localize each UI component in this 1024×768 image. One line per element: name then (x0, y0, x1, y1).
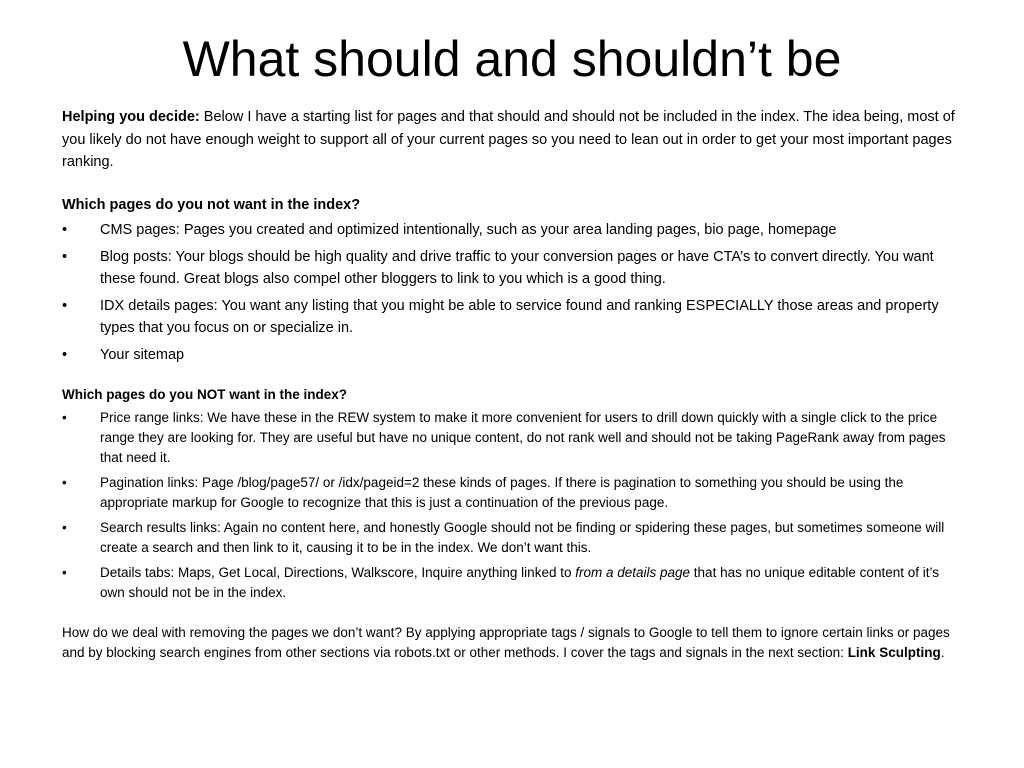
bullet-icon: • (62, 565, 67, 580)
list-item (62, 518, 962, 558)
bullet-icon: • (62, 297, 68, 314)
list-item-text: Price range links: We have these in the REW system to make it more convenient for users to drill down quickly with a single click to the price range they are looking for. They are useful but have no unique content, do not rank well and should not be taking PageRank away from pages that need it. (100, 410, 946, 465)
details-item-after: that has no unique editable content of it’s own should not be in the index. (100, 565, 939, 600)
list-item (62, 408, 962, 468)
bullet-icon: • (62, 222, 68, 238)
want-list (62, 219, 962, 366)
conclusion-text: How do we deal with removing the pages we don’t want? By applying appropriate tags / signals to Google to tell them to ignore certain links or pages and by blocking search engines from other sections via robots.txt or other methods. I cover the tags and signals in the next section: (62, 625, 950, 660)
not-want-heading: Which pages do you NOT want in the index? (62, 387, 348, 402)
list-item (62, 246, 962, 291)
list-item-text: CMS pages: Pages you created and optimized intentionally, such as your area landing pages, bio page, homepage (100, 222, 837, 238)
list-item (62, 295, 962, 340)
list-item (62, 219, 962, 242)
intro-lead: Helping you decide: (62, 109, 200, 125)
list-item-text: Search results links: Again no content here, and honestly Google should not be finding or spidering these pages, but sometimes someone will create a search and then link to it, causing it to be in the index. We don’t want this. (100, 520, 945, 555)
bullet-icon: • (62, 346, 68, 363)
intro-paragraph (62, 106, 962, 174)
bullet-icon: • (62, 520, 67, 535)
list-item-text: IDX details pages: You want any listing that you might be able to service found and ranking ESPECIALLY those areas and property types that you focus on or specialize in. (100, 297, 939, 336)
slide-title: What should and shouldn’t be (182, 31, 842, 87)
list-item-text: Blog posts: Your blogs should be high quality and drive traffic to your conversion pages or have CTA’s to convert directly. You want these found. Great blogs also compel other bloggers to link to you which is a good thing. (100, 248, 934, 287)
list-item (62, 473, 962, 513)
link-sculpting-label: Link Sculpting (847, 645, 941, 660)
details-item-before: Details tabs: Maps, Get Local, Directions, Walkscore, Inquire anything linked to (100, 565, 576, 580)
slide-content (62, 106, 962, 663)
details-item-emphasis: from a details page (575, 565, 691, 580)
list-item (62, 344, 962, 367)
conclusion-end: . (940, 645, 945, 660)
want-heading: Which pages do you not want in the index? (62, 196, 361, 213)
list-item-text: Your sitemap (100, 346, 185, 363)
bullet-icon: • (62, 410, 67, 425)
intro-text: Below I have a starting list for pages and that should and should not be included in the index. The idea being, most of you likely do not have enough weight to support all of your current pages so you need to lean out in order to get your most important pages ranking. (62, 109, 955, 170)
list-item-text: Pagination links: Page /blog/page57/ or /idx/pageid=2 these kinds of pages. If there is pagination to something you should be using the appropriate markup for Google to recognize that this is just a continuation of the previous page. (100, 475, 904, 510)
not-want-list (62, 408, 962, 603)
bullet-icon: • (62, 475, 67, 490)
list-item (62, 563, 962, 603)
bullet-icon: • (62, 248, 68, 265)
conclusion-paragraph (62, 623, 962, 663)
